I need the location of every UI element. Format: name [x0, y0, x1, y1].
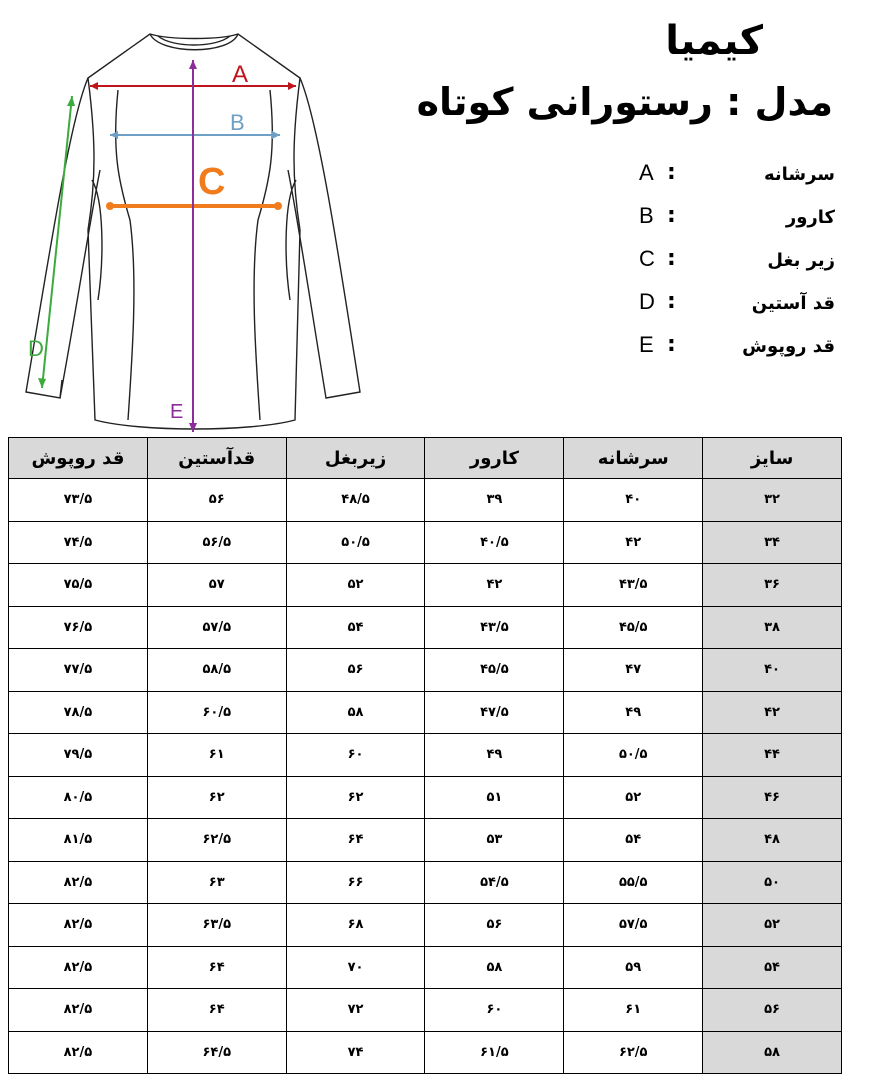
cell-garment-length: ۷۶/۵ — [9, 606, 148, 649]
table-row — [9, 904, 842, 947]
cell-back-width: ۵۶ — [425, 904, 564, 947]
header-size: سایز — [703, 438, 842, 479]
label-b: B — [230, 110, 245, 135]
cell-back-width: ۴۹ — [425, 734, 564, 777]
legend-name: قد آستین — [751, 293, 835, 314]
cell-shoulder: ۵۲ — [564, 776, 703, 819]
cell-size: ۵۰ — [703, 861, 842, 904]
legend-name: زیر بغل — [767, 250, 835, 271]
size-table — [8, 437, 842, 1074]
cell-shoulder: ۴۰ — [564, 479, 703, 522]
table-row — [9, 1031, 842, 1074]
cell-size: ۳۲ — [703, 479, 842, 522]
legend-letter: E — [639, 332, 654, 357]
cell-sleeve-length: ۶۱ — [147, 734, 286, 777]
cell-garment-length: ۸۲/۵ — [9, 989, 148, 1032]
cell-garment-length: ۷۵/۵ — [9, 564, 148, 607]
cell-back-width: ۴۲ — [425, 564, 564, 607]
legend-colon: : — [667, 332, 676, 357]
cell-garment-length: ۷۴/۵ — [9, 521, 148, 564]
cell-shoulder: ۶۱ — [564, 989, 703, 1032]
cell-chest: ۵۲ — [286, 564, 425, 607]
legend-row-b — [635, 203, 835, 246]
cell-sleeve-length: ۶۲ — [147, 776, 286, 819]
cell-sleeve-length: ۵۷ — [147, 564, 286, 607]
jacket-diagram — [0, 0, 380, 440]
label-c: C — [198, 161, 226, 203]
cell-sleeve-length: ۵۶/۵ — [147, 521, 286, 564]
table-row — [9, 691, 842, 734]
legend-colon: : — [667, 203, 676, 228]
cell-shoulder: ۴۳/۵ — [564, 564, 703, 607]
cell-size: ۴۸ — [703, 819, 842, 862]
cell-garment-length: ۷۷/۵ — [9, 649, 148, 692]
cell-shoulder: ۵۵/۵ — [564, 861, 703, 904]
cell-back-width: ۵۱ — [425, 776, 564, 819]
cell-shoulder: ۵۴ — [564, 819, 703, 862]
cell-back-width: ۴۳/۵ — [425, 606, 564, 649]
legend-colon: : — [667, 246, 676, 271]
legend-letter: B — [639, 203, 654, 228]
cell-back-width: ۴۰/۵ — [425, 521, 564, 564]
cell-size: ۴۶ — [703, 776, 842, 819]
measure-line-d — [42, 96, 72, 388]
label-d: D — [28, 336, 44, 361]
cell-sleeve-length: ۶۴ — [147, 989, 286, 1032]
size-table-body — [9, 479, 842, 1074]
cell-back-width: ۵۴/۵ — [425, 861, 564, 904]
brand-title: کیمیا — [665, 18, 763, 64]
cell-chest: ۵۸ — [286, 691, 425, 734]
cell-sleeve-length: ۵۶ — [147, 479, 286, 522]
cell-shoulder: ۴۲ — [564, 521, 703, 564]
cell-back-width: ۳۹ — [425, 479, 564, 522]
cell-shoulder: ۴۵/۵ — [564, 606, 703, 649]
label-a: A — [232, 61, 249, 88]
measurement-legend — [635, 160, 835, 375]
cell-sleeve-length: ۵۷/۵ — [147, 606, 286, 649]
legend-name: سرشانه — [763, 164, 835, 185]
header-sleeve-length: قدآستین — [147, 438, 286, 479]
table-row — [9, 521, 842, 564]
cell-chest: ۶۲ — [286, 776, 425, 819]
legend-row-d — [635, 289, 835, 332]
header-chest: زیربغل — [286, 438, 425, 479]
model-title: مدل : رستورانی کوتاه — [416, 80, 833, 124]
cell-shoulder: ۴۹ — [564, 691, 703, 734]
cell-back-width: ۴۵/۵ — [425, 649, 564, 692]
legend-letter: C — [639, 246, 655, 271]
cell-chest: ۵۴ — [286, 606, 425, 649]
cell-chest: ۵۶ — [286, 649, 425, 692]
cell-shoulder: ۵۰/۵ — [564, 734, 703, 777]
cell-back-width: ۵۳ — [425, 819, 564, 862]
table-row — [9, 946, 842, 989]
header-back-width: کارور — [425, 438, 564, 479]
cell-shoulder: ۵۹ — [564, 946, 703, 989]
cell-size: ۳۸ — [703, 606, 842, 649]
cell-back-width: ۶۰ — [425, 989, 564, 1032]
legend-colon: : — [667, 289, 676, 314]
cell-size: ۵۴ — [703, 946, 842, 989]
legend-colon: : — [667, 160, 676, 185]
table-row — [9, 606, 842, 649]
cell-sleeve-length: ۵۸/۵ — [147, 649, 286, 692]
cell-size: ۳۶ — [703, 564, 842, 607]
cell-size: ۴۰ — [703, 649, 842, 692]
cell-back-width: ۴۷/۵ — [425, 691, 564, 734]
cell-garment-length: ۸۰/۵ — [9, 776, 148, 819]
cell-shoulder: ۴۷ — [564, 649, 703, 692]
cell-shoulder: ۵۷/۵ — [564, 904, 703, 947]
cell-sleeve-length: ۶۳ — [147, 861, 286, 904]
cell-chest: ۶۴ — [286, 819, 425, 862]
label-e: E — [170, 401, 184, 423]
table-row — [9, 776, 842, 819]
cell-garment-length: ۸۲/۵ — [9, 946, 148, 989]
cell-chest: ۶۰ — [286, 734, 425, 777]
cell-chest: ۷۲ — [286, 989, 425, 1032]
cell-chest: ۶۸ — [286, 904, 425, 947]
legend-letter: A — [639, 160, 654, 185]
table-row — [9, 734, 842, 777]
header-garment-length: قد روپوش — [9, 438, 148, 479]
cell-sleeve-length: ۶۴ — [147, 946, 286, 989]
cell-garment-length: ۷۹/۵ — [9, 734, 148, 777]
cell-size: ۵۸ — [703, 1031, 842, 1074]
table-row — [9, 479, 842, 522]
cell-shoulder: ۶۲/۵ — [564, 1031, 703, 1074]
cell-size: ۳۴ — [703, 521, 842, 564]
cell-garment-length: ۷۸/۵ — [9, 691, 148, 734]
cell-sleeve-length: ۶۴/۵ — [147, 1031, 286, 1074]
cell-back-width: ۶۱/۵ — [425, 1031, 564, 1074]
cell-chest: ۷۰ — [286, 946, 425, 989]
cell-size: ۴۴ — [703, 734, 842, 777]
legend-name: قد روپوش — [742, 336, 835, 357]
cell-back-width: ۵۸ — [425, 946, 564, 989]
size-table-header — [9, 438, 842, 479]
cell-sleeve-length: ۶۲/۵ — [147, 819, 286, 862]
table-row — [9, 989, 842, 1032]
cell-garment-length: ۸۲/۵ — [9, 904, 148, 947]
cell-garment-length: ۷۳/۵ — [9, 479, 148, 522]
header-shoulder: سرشانه — [564, 438, 703, 479]
cell-chest: ۷۴ — [286, 1031, 425, 1074]
cell-garment-length: ۸۱/۵ — [9, 819, 148, 862]
legend-name: کارور — [785, 207, 835, 228]
cell-size: ۴۲ — [703, 691, 842, 734]
cell-chest: ۶۶ — [286, 861, 425, 904]
table-row — [9, 649, 842, 692]
legend-row-e — [635, 332, 835, 375]
legend-letter: D — [639, 289, 655, 314]
cell-sleeve-length: ۶۳/۵ — [147, 904, 286, 947]
cell-sleeve-length: ۶۰/۵ — [147, 691, 286, 734]
legend-row-c — [635, 246, 835, 289]
table-row — [9, 819, 842, 862]
cell-garment-length: ۸۲/۵ — [9, 1031, 148, 1074]
cell-size: ۵۲ — [703, 904, 842, 947]
cell-chest: ۴۸/۵ — [286, 479, 425, 522]
cell-chest: ۵۰/۵ — [286, 521, 425, 564]
table-row — [9, 861, 842, 904]
cell-size: ۵۶ — [703, 989, 842, 1032]
cell-garment-length: ۸۲/۵ — [9, 861, 148, 904]
legend-row-a — [635, 160, 835, 203]
table-row — [9, 564, 842, 607]
